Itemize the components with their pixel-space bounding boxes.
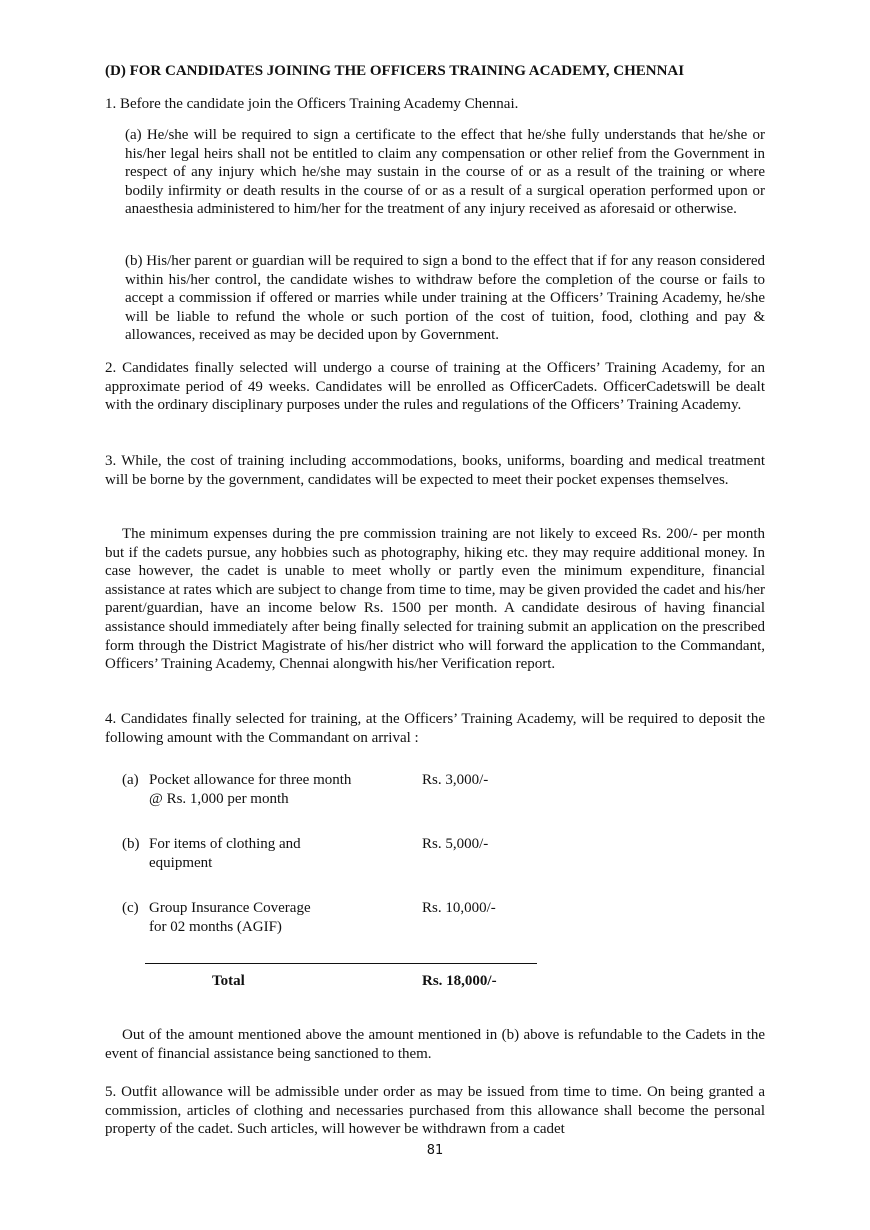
deposit-description — [149, 771, 389, 808]
paragraph-3-expenses: The minimum expenses during the pre commission training are not likely to exceed Rs. 200/- per month but if the cadets pursue, any hobbies such as photography, hiking etc. they may require additional money. In case however, the cadet is unable to meet wholly or partly even the minimum expenditure, financial assistance at rates which are subject to change from time to time, may be given provided the cadet and his/her parent/guardian, have an income below Rs. 1500 per month. A candidate desirous of having financial assistance should immediately after being finally selected for training submit an application on the prescribed form through the District Magistrate of his/her district who will forward the application to the Commandant, Officers’ Training Academy, Chennai alongwith his/her Verification report. — [105, 526, 765, 673]
deposit-description-line: Pocket allowance for three month — [149, 772, 352, 788]
section-heading: (D) FOR CANDIDATES JOINING THE OFFICERS TRAINING ACADEMY, CHENNAI — [105, 63, 685, 79]
deposit-description-line: for 02 months (AGIF) — [149, 918, 282, 935]
paragraph-1b: (b) His/her parent or guardian will be required to sign a bond to the effect that if for any reason considered within his/her control, the candidate wishes to withdraw before the completion of the course or fails to accept a commission if offered or marries while under training at the Officers’ Training Academy, he/she will be liable to refund the whole or such portion of the cost of tuition, food, clothing and pay & allowances, received as may be decided upon by Government. — [125, 253, 765, 344]
paragraph-2: 2. Candidates finally selected will undergo a course of training at the Officers’ Training Academy, for an approximate period of 49 weeks. Candidates will be enrolled as OfficerCadets. OfficerCadetswill be dealt with the ordinary disciplinary purposes under the rules and regulations of the Officers’ Training Academy. — [105, 360, 765, 414]
deposit-description-line: equipment — [149, 854, 213, 871]
paragraph-5: 5. Outfit allowance will be admissible under order as may be issued from time to time. On being granted a commission, articles of clothing and necessaries purchased from this allowance shall become the personal property of the cadet. Such articles, will however be withdrawn from a cadet — [105, 1084, 765, 1138]
deposit-description-line: Group Insurance Coverage — [149, 900, 311, 916]
deposit-amount: Rs. 3,000/- — [422, 772, 489, 788]
deposit-letter: (a) — [122, 772, 139, 788]
total-amount: Rs. 18,000/- — [422, 973, 497, 989]
deposit-letter: (c) — [122, 900, 139, 916]
deposit-amount: Rs. 5,000/- — [422, 836, 489, 852]
deposit-description-line: @ Rs. 1,000 per month — [149, 790, 289, 807]
total-label: Total — [212, 973, 245, 989]
total-divider — [145, 963, 537, 964]
page-number: 81 — [426, 1143, 444, 1158]
paragraph-3: 3. While, the cost of training including accommodations, books, uniforms, boarding and medical treatment will be borne by the government, candidates will be expected to meet their pocket expenses themselves. — [105, 453, 765, 488]
deposit-amount: Rs. 10,000/- — [422, 900, 496, 916]
deposit-letter: (b) — [122, 836, 140, 852]
paragraph-1: 1. Before the candidate join the Officers Training Academy Chennai. — [105, 96, 519, 112]
paragraph-4: 4. Candidates finally selected for training, at the Officers’ Training Academy, will be required to deposit the following amount with the Commandant on arrival : — [105, 711, 765, 746]
deposit-description — [149, 899, 389, 936]
deposit-description-line: For items of clothing and — [149, 836, 301, 852]
deposit-description — [149, 835, 389, 872]
paragraph-1a: (a) He/she will be required to sign a certificate to the effect that he/she fully understands that he/she or his/her legal heirs shall not be entitled to claim any compensation or other relief from the Government in respect of any injury which he/she may sustain in the course of or as a result of the training or where bodily infirmity or death results in the course of or as a result of a surgical operation performed upon or anaesthesia administered to him/her for the treatment of any injury received as aforesaid or otherwise. — [125, 127, 765, 218]
paragraph-4-refund: Out of the amount mentioned above the amount mentioned in (b) above is refundable to the Cadets in the event of financial assistance being sanctioned to them. — [105, 1027, 765, 1062]
